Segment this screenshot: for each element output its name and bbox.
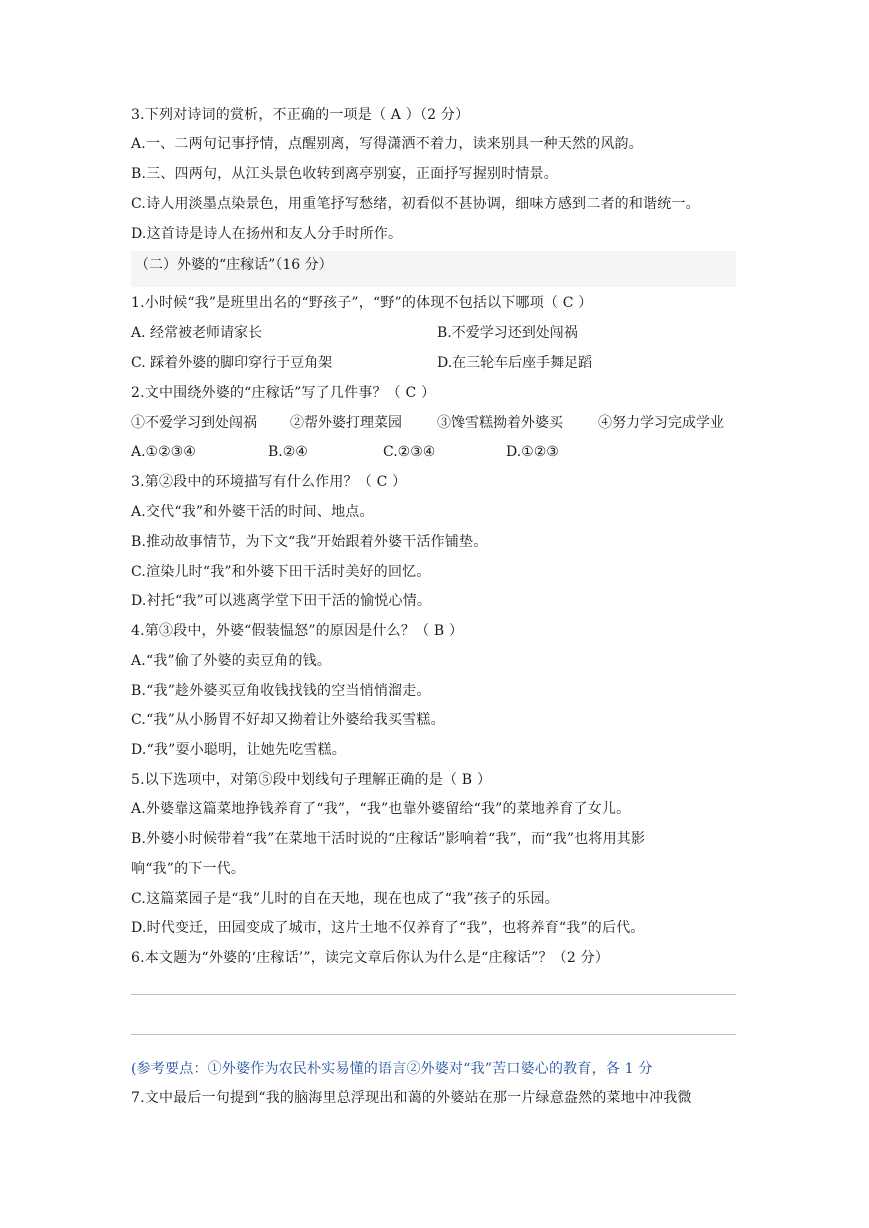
q3-option-a: A.交代“我”和外婆干活的时间、地点。 (131, 504, 374, 520)
q3-poem-option-c: C.诗人用淡墨点染景色，用重笔抒写愁绪，初看似不甚协调，细味方感到二者的和谐统一。 (131, 196, 700, 212)
q7-stem: 7.文中最后一句提到“我的脑海里总浮现出和蔼的外婆站在那一片绿意盎然的菜地中冲我微 (131, 1090, 692, 1106)
q2-option-d: D.①②③ (506, 444, 559, 460)
q3-option-d: D.衬托“我”可以逃离学堂下田干活的愉悦心情。 (131, 593, 432, 609)
q2-item-2: ②帮外婆打理菜园 (290, 415, 402, 431)
q4-option-a: A.“我”偷了外婆的卖豆角的钱。 (131, 653, 332, 669)
q3-option-c: C.渲染儿时“我”和外婆下田干活时美好的回忆。 (131, 564, 431, 580)
q1-option-a: A. 经常被老师请家长 (131, 325, 263, 341)
q2-item-4: ④努力学习完成学业 (598, 415, 724, 431)
q2-stem: 2.文中围绕外婆的“庄稼话”写了几件事？（ C ） (131, 385, 436, 401)
q3-poem-option-a: A.一、二两句记事抒情，点醒别离，写得潇洒不着力，读来别具一种天然的风韵。 (131, 136, 643, 152)
q3-stem: 3.第②段中的环境描写有什么作用？（ C ） (131, 474, 407, 490)
q1-stem: 1.小时候“我”是班里出名的“野孩子”，“野”的体现不包括以下哪项（ C ） (131, 295, 593, 311)
q1-option-d: D.在三轮车后座手舞足蹈 (437, 355, 593, 371)
q2-item-1: ①不爱学习到处闯祸 (131, 415, 257, 431)
q4-option-d: D.“我”耍小聪明，让她先吃雪糕。 (131, 742, 346, 758)
q3-option-b: B.推动故事情节，为下文“我”开始跟着外婆干活作铺垫。 (131, 534, 488, 550)
q1-option-c: C. 踩着外婆的脚印穿行于豆角架 (131, 355, 333, 371)
section-heading: （二）外婆的“庄稼话”（16 分） (131, 251, 736, 287)
q2-item-3: ③馋雪糕拗着外婆买 (437, 415, 563, 431)
q5-option-c: C.这篇菜园子是“我”儿时的自在天地，现在也成了“我”孩子的乐园。 (131, 891, 559, 907)
q5-option-a: A.外婆靠这篇菜地挣钱养育了“我”，“我”也靠外婆留给“我”的菜地养育了女儿。 (131, 801, 631, 817)
q4-stem: 4.第③段中，外婆“假装愠怒”的原因是什么？（ B ） (131, 623, 464, 639)
answer-line-1 (131, 994, 736, 995)
q5-option-d: D.时代变迁，田园变成了城市，这片土地不仅养育了“我”，也将养育“我”的后代。 (131, 920, 645, 936)
q3-poem-stem: 3.下列对诗词的赏析，不正确的一项是（ A ）（2 分） (131, 107, 470, 123)
q2-option-b: B.②④ (268, 444, 308, 460)
q5-stem: 5.以下选项中，对第⑤段中划线句子理解正确的是（ B ） (131, 772, 492, 788)
q3-poem-option-d: D.这首诗是诗人在扬州和友人分手时所作。 (131, 226, 403, 242)
q3-poem-option-b: B.三、四两句，从江头景色收转到离亭别宴，正面抒写握别时情景。 (131, 166, 558, 182)
q6-stem: 6.本文题为“外婆的‘庄稼话’”，读完文章后你认为什么是“庄稼话”？（2 分） (131, 950, 610, 966)
q5-option-b-continued: 响“我”的下一代。 (131, 861, 246, 877)
answer-line-2 (131, 1034, 736, 1035)
q2-option-c: C.②③④ (383, 444, 436, 460)
q5-option-b: B.外婆小时候带着“我”在菜地干活时说的“庄稼话”影响着“我”，而“我”也将用其影 (131, 831, 646, 847)
q2-option-a: A.①②③④ (131, 444, 196, 460)
q6-reference-answer: (参考要点：①外婆作为农民朴实易懂的语言②外婆对“我”苦口婆心的教育，各 1 分 (131, 1061, 653, 1077)
q1-option-b: B.不爱学习还到处闯祸 (437, 325, 578, 341)
q4-option-b: B.“我”趁外婆买豆角收钱找钱的空当悄悄溜走。 (131, 683, 431, 699)
q4-option-c: C.“我”从小肠胃不好却又拗着让外婆给我买雪糕。 (131, 712, 445, 728)
